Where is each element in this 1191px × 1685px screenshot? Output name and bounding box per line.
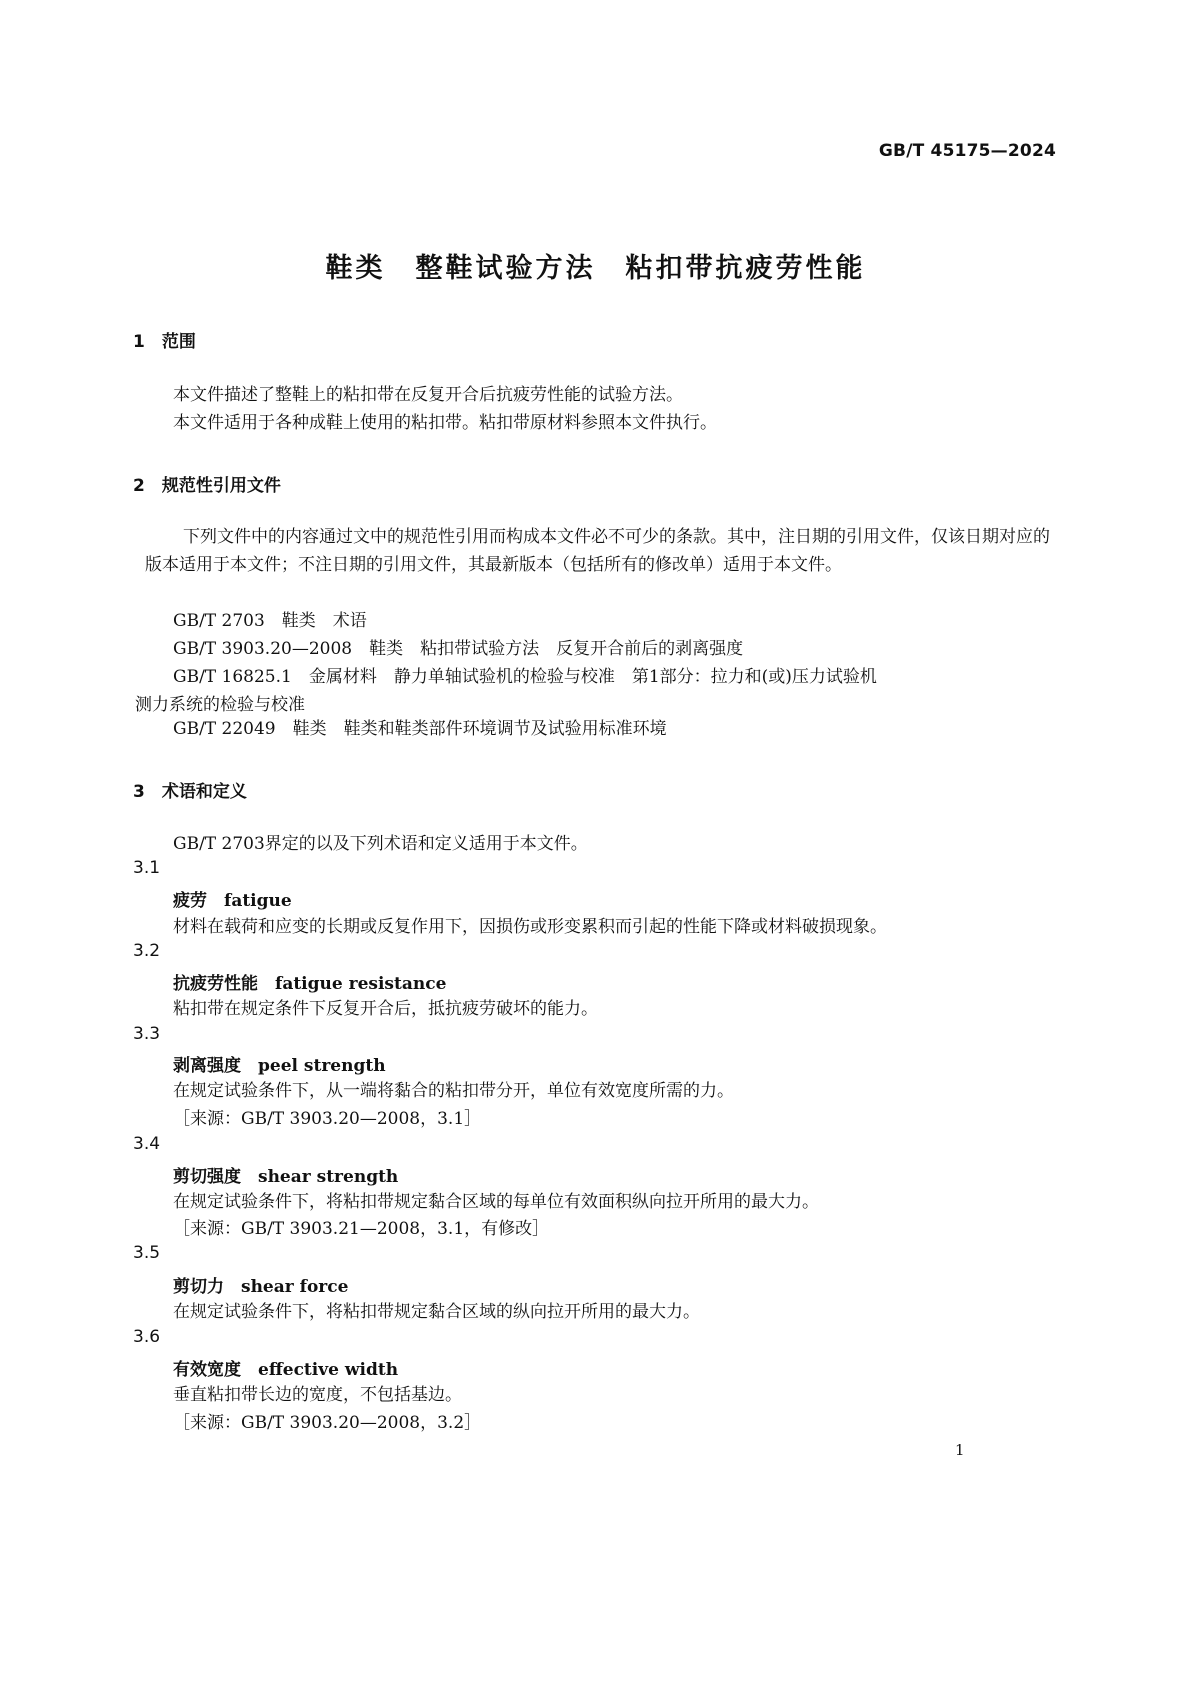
- term-title: 疲劳 fatigue: [173, 891, 292, 911]
- term-title: 剪切强度 shear strength: [173, 1167, 399, 1187]
- term-number: 3.4: [133, 1134, 161, 1154]
- term-title: 剪切力 shear force: [173, 1277, 349, 1297]
- term-title: 剥离强度 peel strength: [173, 1056, 386, 1076]
- term-number: 3.1: [133, 858, 161, 878]
- page-number: 1: [955, 1441, 965, 1459]
- term-definition: 粘扣带在规定条件下反复开合后，抵抗疲劳破坏的能力。: [173, 999, 598, 1019]
- section-3-intro: GB/T 2703界定的以及下列术语和定义适用于本文件。: [173, 834, 588, 854]
- term-number: 3.5: [133, 1243, 161, 1263]
- term-source: ［来源：GB/T 3903.20—2008，3.2］: [173, 1413, 482, 1433]
- section-2-intro: 下列文件中的内容通过文中的规范性引用而构成本文件必不可少的条款。其中，注日期的引用文件，仅该日期对应的版本适用于本文件；不注日期的引用文件，其最新版本（包括所有的修改单）适用于本文件。: [145, 527, 1050, 575]
- term-title: 有效宽度 effective width: [173, 1360, 399, 1380]
- term-title: 抗疲劳性能 fatigue resistance: [173, 974, 447, 994]
- standard-code: GB/T 45175—2024: [878, 141, 1056, 161]
- document-title: 鞋类 整鞋试验方法 粘扣带抗疲劳性能: [325, 253, 866, 284]
- reference-item: GB/T 3903.20—2008 鞋类 粘扣带试验方法 反复开合前后的剥离强度: [173, 639, 744, 659]
- section-2-heading: 2 规范性引用文件: [133, 476, 281, 496]
- term-definition: 在规定试验条件下，从一端将黏合的粘扣带分开，单位有效宽度所需的力。: [173, 1081, 734, 1101]
- reference-item: GB/T 16825.1 金属材料 静力单轴试验机的检验与校准 第1部分：拉力和(或)压力试验机: [173, 667, 877, 687]
- term-definition: 垂直粘扣带长边的宽度，不包括基边。: [173, 1385, 462, 1405]
- reference-item-continuation: 测力系统的检验与校准: [135, 695, 305, 715]
- section-1-paragraph: 本文件描述了整鞋上的粘扣带在反复开合后抗疲劳性能的试验方法。: [173, 385, 683, 405]
- term-number: 3.3: [133, 1024, 161, 1044]
- section-3-heading: 3 术语和定义: [133, 782, 247, 802]
- term-definition: 在规定试验条件下，将粘扣带规定黏合区域的每单位有效面积纵向拉开所用的最大力。: [173, 1192, 819, 1212]
- term-source: ［来源：GB/T 3903.20—2008，3.1］: [173, 1109, 482, 1129]
- term-source: ［来源：GB/T 3903.21—2008，3.1，有修改］: [173, 1219, 550, 1239]
- term-number: 3.6: [133, 1327, 161, 1347]
- reference-item: GB/T 2703 鞋类 术语: [173, 611, 367, 631]
- reference-item: GB/T 22049 鞋类 鞋类和鞋类部件环境调节及试验用标准环境: [173, 719, 667, 739]
- term-definition: 在规定试验条件下，将粘扣带规定黏合区域的纵向拉开所用的最大力。: [173, 1302, 700, 1322]
- section-1-heading: 1 范围: [133, 332, 196, 352]
- term-number: 3.2: [133, 941, 161, 961]
- term-definition: 材料在载荷和应变的长期或反复作用下，因损伤或形变累积而引起的性能下降或材料破损现象。: [173, 917, 887, 937]
- section-1-paragraph: 本文件适用于各种成鞋上使用的粘扣带。粘扣带原材料参照本文件执行。: [173, 413, 717, 433]
